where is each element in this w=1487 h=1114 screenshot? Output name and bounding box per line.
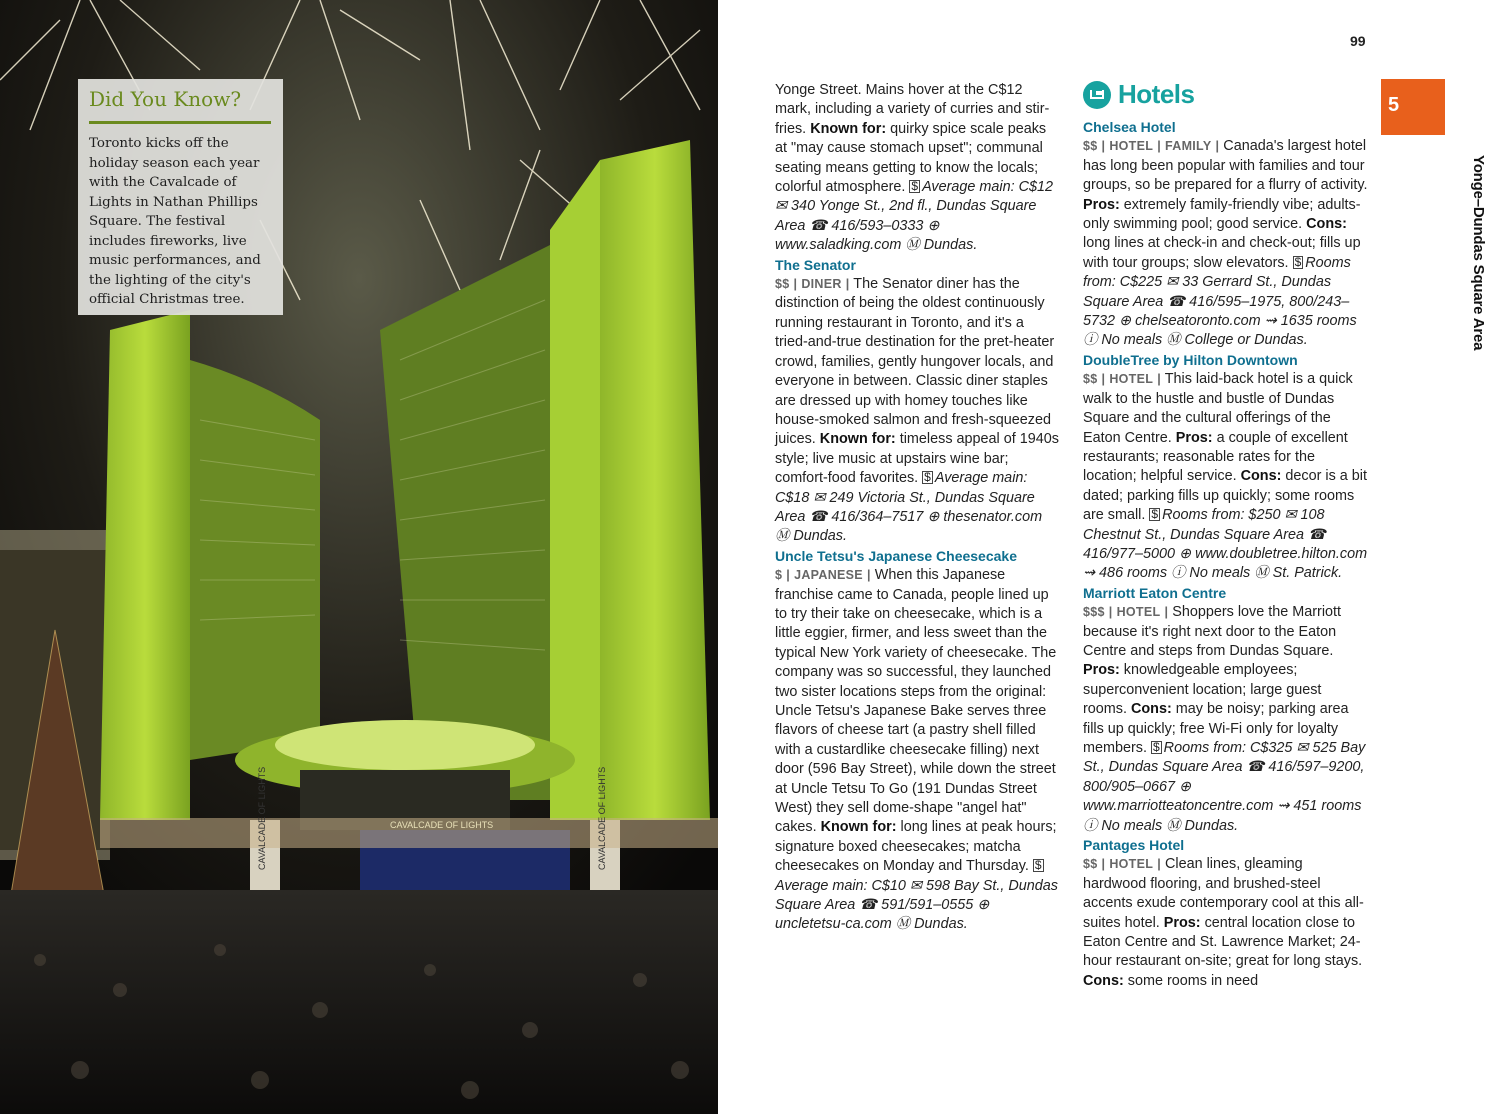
right-banner-text: CAVALCADE OF LIGHTS — [597, 766, 607, 870]
price-range: $$ — [775, 277, 790, 292]
entry-body — [1083, 855, 1368, 991]
entry-body — [1083, 137, 1368, 350]
entry-text: When this Japanese franchise came to Canada, people lined up to try their take on cheesecake, which is a little eggier, firmer, and less sweet than the typical New York variety of cheesecake. The company was so successful, they launched two sister locations steps from the original: Uncle Tetsu's Japanese Bake serves three flavors of cheese tart (a pastry shell filled with a custardlike cheesecake filling) next door (596 Bay Street), while down the street at Uncle Tetsu To Go (191 Dundas Street West) they sell dome-shape "angel hat" cakes. — [775, 567, 1057, 836]
meta-separator: | — [1164, 605, 1169, 620]
price-range: $$ — [1083, 857, 1098, 872]
cons-label: Cons: — [1306, 216, 1347, 233]
cons-label: Cons: — [1083, 972, 1124, 989]
known-for-text: timeless appeal of 1940s style; live music at upstairs wine bar; comfort-food favorites. — [775, 431, 1059, 487]
column-restaurants — [775, 81, 1060, 935]
meta-separator: | — [1101, 372, 1106, 387]
meta-separator: | — [793, 277, 798, 292]
info-text: Average main: C$10 ✉ 598 Bay St., Dundas Square Area ☎ 591/591–0555 ⊕ uncletetsu-ca.com Ⓜ Dundas. — [775, 877, 1058, 933]
meta-separator: | — [866, 568, 871, 583]
left-banner-text: CAVALCADE OF LIGHTS — [257, 766, 267, 870]
bed-icon — [1083, 81, 1111, 109]
entry-text: The Senator diner has the distinction of being the oldest continuously running restaurant in Toronto, and it's a tried-and-true destination for the pret-heater crowd, families, gently hungover locals, and everyone in between. Classic diner staples are dressed up with homey touches like house-smoked salmon and fresh-squeezed juices. — [775, 276, 1055, 448]
price-icon: $ — [1151, 507, 1159, 522]
cons-text: decor is a bit dated; parking fills up quickly; some rooms are small. — [1083, 468, 1367, 524]
hotels-header — [1083, 81, 1368, 109]
entry-body — [1083, 603, 1368, 836]
intro-text: Yonge Street. Mains hover at the C$12 mark, including a variety of curries and stir-fries. — [775, 82, 1050, 137]
category: HOTEL — [1109, 372, 1154, 387]
known-for-label: Known for: — [820, 819, 897, 836]
pros-text: a couple of excellent restaurants; reasonable rates for the location; helpful service. — [1083, 429, 1348, 485]
category: HOTEL — [1109, 139, 1154, 154]
hotels-title: Hotels — [1118, 79, 1195, 110]
meta-separator: | — [1157, 372, 1161, 387]
entry-body — [775, 566, 1060, 935]
column-hotels — [1083, 81, 1368, 991]
meta-separator: | — [1101, 139, 1106, 154]
pros-text: knowledgeable employees; superconvenient location; large guest rooms. — [1083, 662, 1322, 718]
entry-title: DoubleTree by Hilton Downtown — [1083, 351, 1298, 368]
entry-title: Chelsea Hotel — [1083, 119, 1176, 135]
price-range: $$$ — [1083, 605, 1105, 620]
info-text: Average main: C$18 ✉ 249 Victoria St., Dundas Square Area ☎ 416/364–7517 ⊕ thesenator.com Ⓜ Dundas. — [775, 470, 1043, 545]
category: DINER — [801, 277, 842, 292]
cons-text: some rooms in need — [1127, 972, 1259, 989]
cons-text: may be noisy; parking area fills up quickly; free Wi-Fi only for loyalty members. — [1083, 701, 1349, 756]
entry-text: Canada's largest hotel has long been popular with families and tour groups, so be prepared for a flurry of activity. — [1083, 138, 1368, 194]
stage-text: CAVALCADE OF LIGHTS — [390, 820, 494, 830]
entry-title: Pantages Hotel — [1083, 837, 1185, 854]
price-range: $$ — [1083, 139, 1098, 154]
pros-label: Pros: — [1083, 196, 1120, 213]
sidebar-title: Did You Know? — [89, 87, 242, 111]
info-text: Rooms from: C$325 ✉ 525 Bay St., Dundas Square Area ☎ 416/597–9200, 800/905–0667 ⊕ www.marriotteatoncentre.com ⇝ 451 rooms ⓘ No meals Ⓜ Dundas. — [1083, 740, 1366, 834]
category-secondary: FAMILY — [1165, 139, 1212, 154]
entry-title: Marriott Eaton Centre — [1083, 584, 1227, 601]
meta-separator: | — [1157, 139, 1161, 154]
known-for-text: quirky spice scale peaks at "may cause stomach upset"; communal seating means getting to know the locals; colorful atmosphere. — [775, 120, 1047, 196]
entry-text: Clean lines, gleaming hardwood flooring, and brushed-steel accents exude contemporary cool at this all-suites hotel. — [1083, 856, 1364, 931]
entry-title: Uncle Tetsu's Japanese Cheesecake — [775, 547, 1017, 564]
entry-body — [1083, 370, 1368, 583]
info-text: Average main: C$12 ✉ 340 Yonge St., 2nd fl., Dundas Square Area ☎ 416/593–0333 ⊕ www.saladking.com Ⓜ Dundas. — [775, 179, 1054, 254]
pros-text: extremely family-friendly vibe; adults-only swimming pool; good service. — [1083, 196, 1361, 233]
category: HOTEL — [1109, 857, 1154, 872]
price-icon: $ — [1152, 740, 1160, 754]
price-range: $$ — [1083, 372, 1098, 387]
meta-separator: | — [845, 277, 850, 292]
known-for-text: long lines at peak hours; signature boxed cheesecakes; matcha cheesecakes on Monday and Thursday. — [775, 819, 1057, 875]
category: JAPANESE — [794, 568, 863, 583]
price-icon: $ — [1294, 254, 1302, 269]
price-icon: $ — [1034, 858, 1042, 873]
info-text: Rooms from: $250 ✉ 108 Chestnut St., Dundas Square Area ☎ 416/977–5000 ⊕ www.doubletree.hilton.com ⇝ 486 rooms ⓘ No meals Ⓜ St. Patrick. — [1083, 507, 1368, 582]
cons-label: Cons: — [1130, 701, 1172, 718]
info-text: Rooms from: C$225 ✉ 33 Gerrard St., Dundas Square Area ☎ 416/595–1975, 800/243–5732 ⊕ chelseatoronto.com ⇝ 1635 rooms ⓘ No meals Ⓜ College or Dundas. — [1083, 254, 1357, 349]
cons-label: Cons: — [1240, 468, 1282, 485]
city-hall-photo — [0, 0, 718, 1114]
meta-separator: | — [1101, 857, 1106, 872]
meta-separator: | — [786, 568, 791, 583]
cons-text: long lines at check-in and check-out; fills up with tour groups; slow elevators. — [1083, 235, 1361, 271]
section-title: Yonge–Dundas Square Area — [1470, 155, 1487, 351]
pros-text: central location close to Eaton Centre and St. Lawrence Market; 24-hour restaurant on-site; great for long stays. — [1083, 914, 1363, 970]
page-number: 99 — [1350, 33, 1366, 49]
known-for-label: Known for: — [819, 431, 896, 448]
intro-paragraph — [775, 81, 1060, 256]
sidebar-rule — [89, 121, 271, 124]
price-icon: $ — [924, 470, 931, 485]
meta-separator: | — [1215, 139, 1220, 154]
pros-label: Pros: — [1175, 429, 1213, 446]
category: HOTEL — [1116, 605, 1161, 620]
entry-title: The Senator — [775, 256, 856, 273]
price-range: $ — [775, 568, 783, 583]
meta-separator: | — [1108, 605, 1113, 620]
known-for-label: Known for: — [810, 120, 887, 137]
entry-text: Shoppers love the Marriott because it's right next door to the Eaton Centre and steps from Dundas Square. — [1083, 604, 1342, 659]
pros-label: Pros: — [1163, 914, 1201, 931]
price-icon: $ — [911, 179, 919, 194]
pros-label: Pros: — [1083, 662, 1120, 679]
entry-text: This laid-back hotel is a quick walk to the hustle and bustle of Dundas Square and the cultural offerings of the Eaton Centre. — [1083, 371, 1353, 446]
chapter-number: 5 — [1388, 94, 1400, 116]
did-you-know-sidebar — [78, 79, 283, 315]
meta-separator: | — [1157, 857, 1161, 872]
entry-body — [775, 275, 1060, 547]
sidebar-body: Toronto kicks off the holiday season each year with the Cavalcade of Lights in Nathan Phillips Square. The festival includes fireworks, live music performances, and the lighting of the city's official Christmas tree. — [89, 136, 261, 307]
